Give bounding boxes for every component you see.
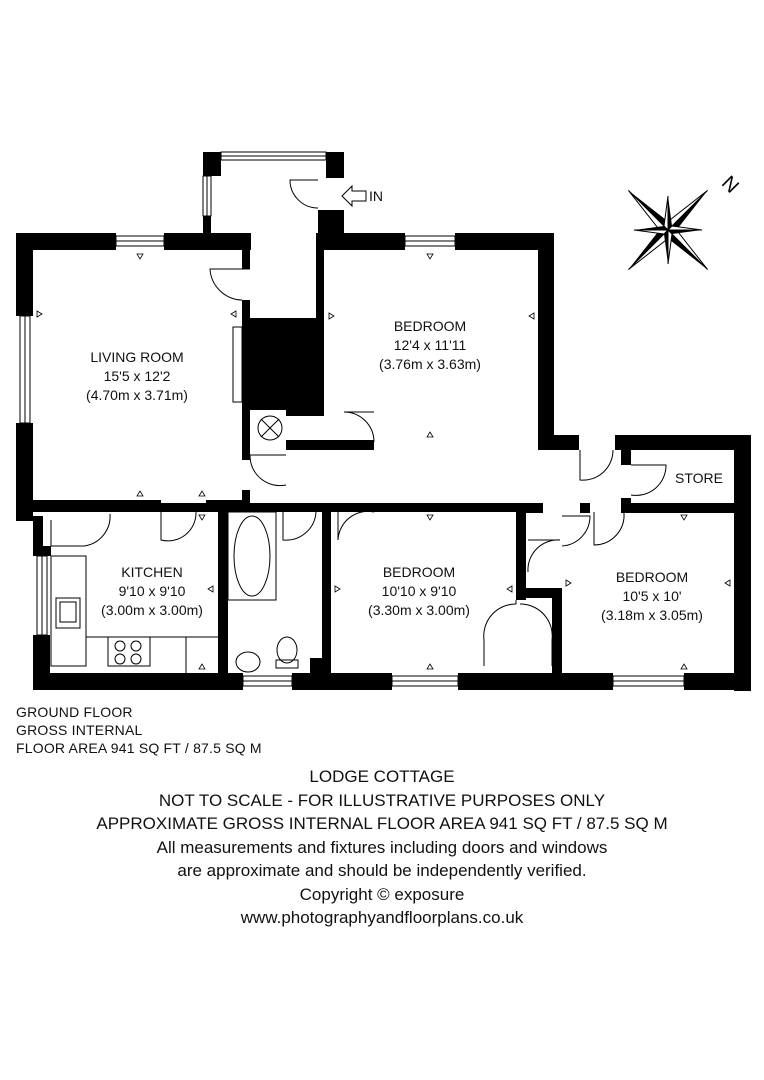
bedroom1-metric: (3.76m x 3.63m) [379,356,481,372]
kitchen-metric: (3.00m x 3.00m) [101,602,203,618]
kitchen-imperial: 9'10 x 9'10 [118,583,186,599]
bedroom2-name: BEDROOM [382,564,456,580]
store-name: STORE [675,470,723,486]
property-title: LODGE COTTAGE [309,767,455,786]
disclaimer-line2: are approximate and should be independently verified. [177,861,587,880]
disclaimer-line1: All measurements and fixtures including doors and windows [156,837,608,857]
area-note: APPROXIMATE GROSS INTERNAL FLOOR AREA 941 SQ FT / 87.5 SQ M [96,814,668,833]
floor-info [16,703,262,757]
website: www.photographyandfloorplans.co.uk [240,908,524,927]
entrance-label: IN [369,188,383,204]
kitchen-name: KITCHEN [121,564,183,580]
entrance-arrow-icon [342,186,366,206]
compass-north-label: N [717,171,743,198]
scale-note: NOT TO SCALE - FOR ILLUSTRATIVE PURPOSES ONLY [158,790,606,810]
bedroom3-imperial: 10'5 x 10' [622,588,682,604]
living-room-metric: (4.70m x 3.71m) [86,387,188,403]
living-room-name: LIVING ROOM [90,349,184,365]
bedroom3-metric: (3.18m x 3.05m) [601,607,703,623]
floor-info-line2: GROSS INTERNAL [16,722,143,738]
floor-info-line3: FLOOR AREA 941 SQ FT / 87.5 SQ M [16,740,262,756]
footer [0,765,764,930]
copyright: Copyright © exposure [299,884,465,904]
bedroom1-imperial: 12'4 x 11'11 [393,337,467,353]
bedroom1-name: BEDROOM [393,318,467,334]
compass-rose-icon [589,151,747,309]
bedroom3-name: BEDROOM [615,569,689,585]
bedroom2-metric: (3.30m x 3.00m) [368,602,470,618]
bedroom2-imperial: 10'10 x 9'10 [381,583,457,599]
floor-info-line1: GROUND FLOOR [16,704,133,720]
living-room-imperial: 15'5 x 12'2 [103,368,171,384]
